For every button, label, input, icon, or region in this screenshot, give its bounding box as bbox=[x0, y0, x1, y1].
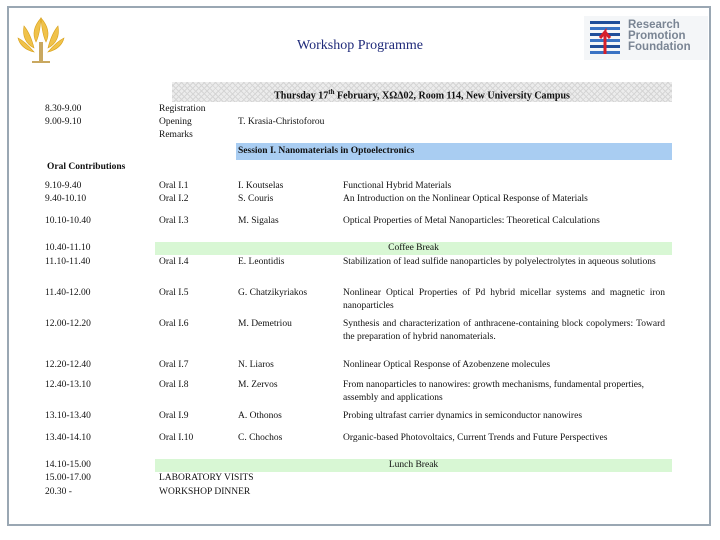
talk-speaker: I. Koutselas bbox=[238, 181, 284, 191]
talk-title: Probing ultrafast carrier dynamics in semiconductor nanowires bbox=[343, 411, 583, 421]
talk-speaker: G. Chatzikyriakos bbox=[238, 288, 308, 298]
talk-code: Oral I.1 bbox=[159, 181, 189, 191]
opening-label-2: Opening bbox=[159, 117, 192, 127]
talk-code: Oral I.10 bbox=[159, 433, 194, 443]
opening-speaker: T. Krasia-Christoforou bbox=[238, 117, 325, 127]
talk-title: Nonlinear Optical Properties of Pd hybrid micellar systems and magnetic iron nanoparticles bbox=[343, 288, 665, 311]
talk-code: Oral I.9 bbox=[159, 411, 189, 421]
talk-time: 9.40-10.10 bbox=[45, 194, 87, 204]
talk-speaker: C. Chochos bbox=[238, 433, 283, 443]
talk-speaker: A. Othonos bbox=[238, 411, 282, 421]
talk-speaker: S. Couris bbox=[238, 194, 274, 204]
talk-time: 12.20-12.40 bbox=[45, 360, 91, 370]
talk-time: 13.40-14.10 bbox=[45, 433, 91, 443]
talk-speaker: M. Zervos bbox=[238, 380, 278, 390]
coffee-break-bar: Coffee Break bbox=[155, 242, 672, 255]
oral-heading: Oral Contributions bbox=[47, 162, 126, 172]
talk-code: Oral I.6 bbox=[159, 319, 189, 329]
opening-label-3: Remarks bbox=[159, 130, 193, 140]
day-header-prefix: Thursday 17 bbox=[274, 90, 329, 102]
afternoon-time-1: 14.10-15.00 bbox=[45, 460, 91, 470]
rpf-line-1: Research bbox=[628, 19, 680, 31]
opening-label-1: Registration bbox=[159, 104, 206, 114]
talk-time: 12.00-12.20 bbox=[45, 319, 91, 329]
talk-title: Synthesis and characterization of anthracene-containing block copolymers: Toward the preparation of hybrid nanomaterials. bbox=[343, 319, 665, 342]
talk-code: Oral I.2 bbox=[159, 194, 189, 204]
talk-code: Oral I.3 bbox=[159, 216, 189, 226]
talk-title: Functional Hybrid Materials bbox=[343, 181, 452, 191]
talk-time: 11.40-12.00 bbox=[45, 288, 91, 298]
workshop-dinner: WORKSHOP DINNER bbox=[159, 487, 251, 497]
opening-time-1: 8.30-9.00 bbox=[45, 104, 82, 114]
talk-title: Optical Properties of Metal Nanoparticles: Theoretical Calculations bbox=[343, 216, 600, 226]
talk-title: An Introduction on the Nonlinear Optical Response of Materials bbox=[343, 194, 588, 204]
talk-code: Oral I.7 bbox=[159, 360, 189, 370]
talk-title: Nonlinear Optical Response of Azobenzene molecules bbox=[343, 360, 551, 370]
day-header-sup: th bbox=[328, 88, 335, 96]
opening-time-2: 9.00-9.10 bbox=[45, 117, 82, 127]
rpf-line-3: Foundation bbox=[628, 41, 691, 53]
talk-code: Oral I.8 bbox=[159, 380, 189, 390]
talk-time: 9.10-9.40 bbox=[45, 181, 82, 191]
day-header bbox=[172, 82, 672, 102]
day-header-suffix: February, ΧΩΔ02, Room 114, New University Campus bbox=[334, 90, 570, 102]
talk-time: 10.10-10.40 bbox=[45, 216, 91, 226]
talk-time: 11.10-11.40 bbox=[45, 257, 91, 267]
talk-title: From nanoparticles to nanowires: growth mechanisms, fundamental properties, assembly and applications bbox=[343, 380, 645, 403]
lab-visits: LABORATORY VISITS bbox=[159, 473, 254, 483]
afternoon-time-2: 15.00-17.00 bbox=[45, 473, 91, 483]
afternoon-time-3: 20.30 - bbox=[45, 487, 72, 497]
talk-speaker: M. Demetriou bbox=[238, 319, 292, 329]
rpf-line-2: Promotion bbox=[628, 30, 686, 42]
talk-title: Stabilization of lead sulfide nanoparticles by polyelectrolytes in aqueous solutions bbox=[343, 257, 656, 267]
talk-title: Organic-based Photovoltaics, Current Trends and Future Perspectives bbox=[343, 433, 608, 443]
break-time: 10.40-11.10 bbox=[45, 243, 91, 253]
talk-code: Oral I.5 bbox=[159, 288, 189, 298]
talk-speaker: E. Leontidis bbox=[238, 257, 285, 267]
talk-time: 12.40-13.10 bbox=[45, 380, 91, 390]
page-title: Workshop Programme bbox=[296, 38, 424, 53]
talk-time: 13.10-13.40 bbox=[45, 411, 91, 421]
talk-code: Oral I.4 bbox=[159, 257, 189, 267]
talk-speaker: N. Liaros bbox=[238, 360, 274, 370]
lunch-break-bar: Lunch Break bbox=[155, 459, 672, 472]
session-header: Session I. Nanomaterials in Optoelectronics bbox=[236, 143, 672, 160]
talk-speaker: M. Sigalas bbox=[238, 216, 279, 226]
